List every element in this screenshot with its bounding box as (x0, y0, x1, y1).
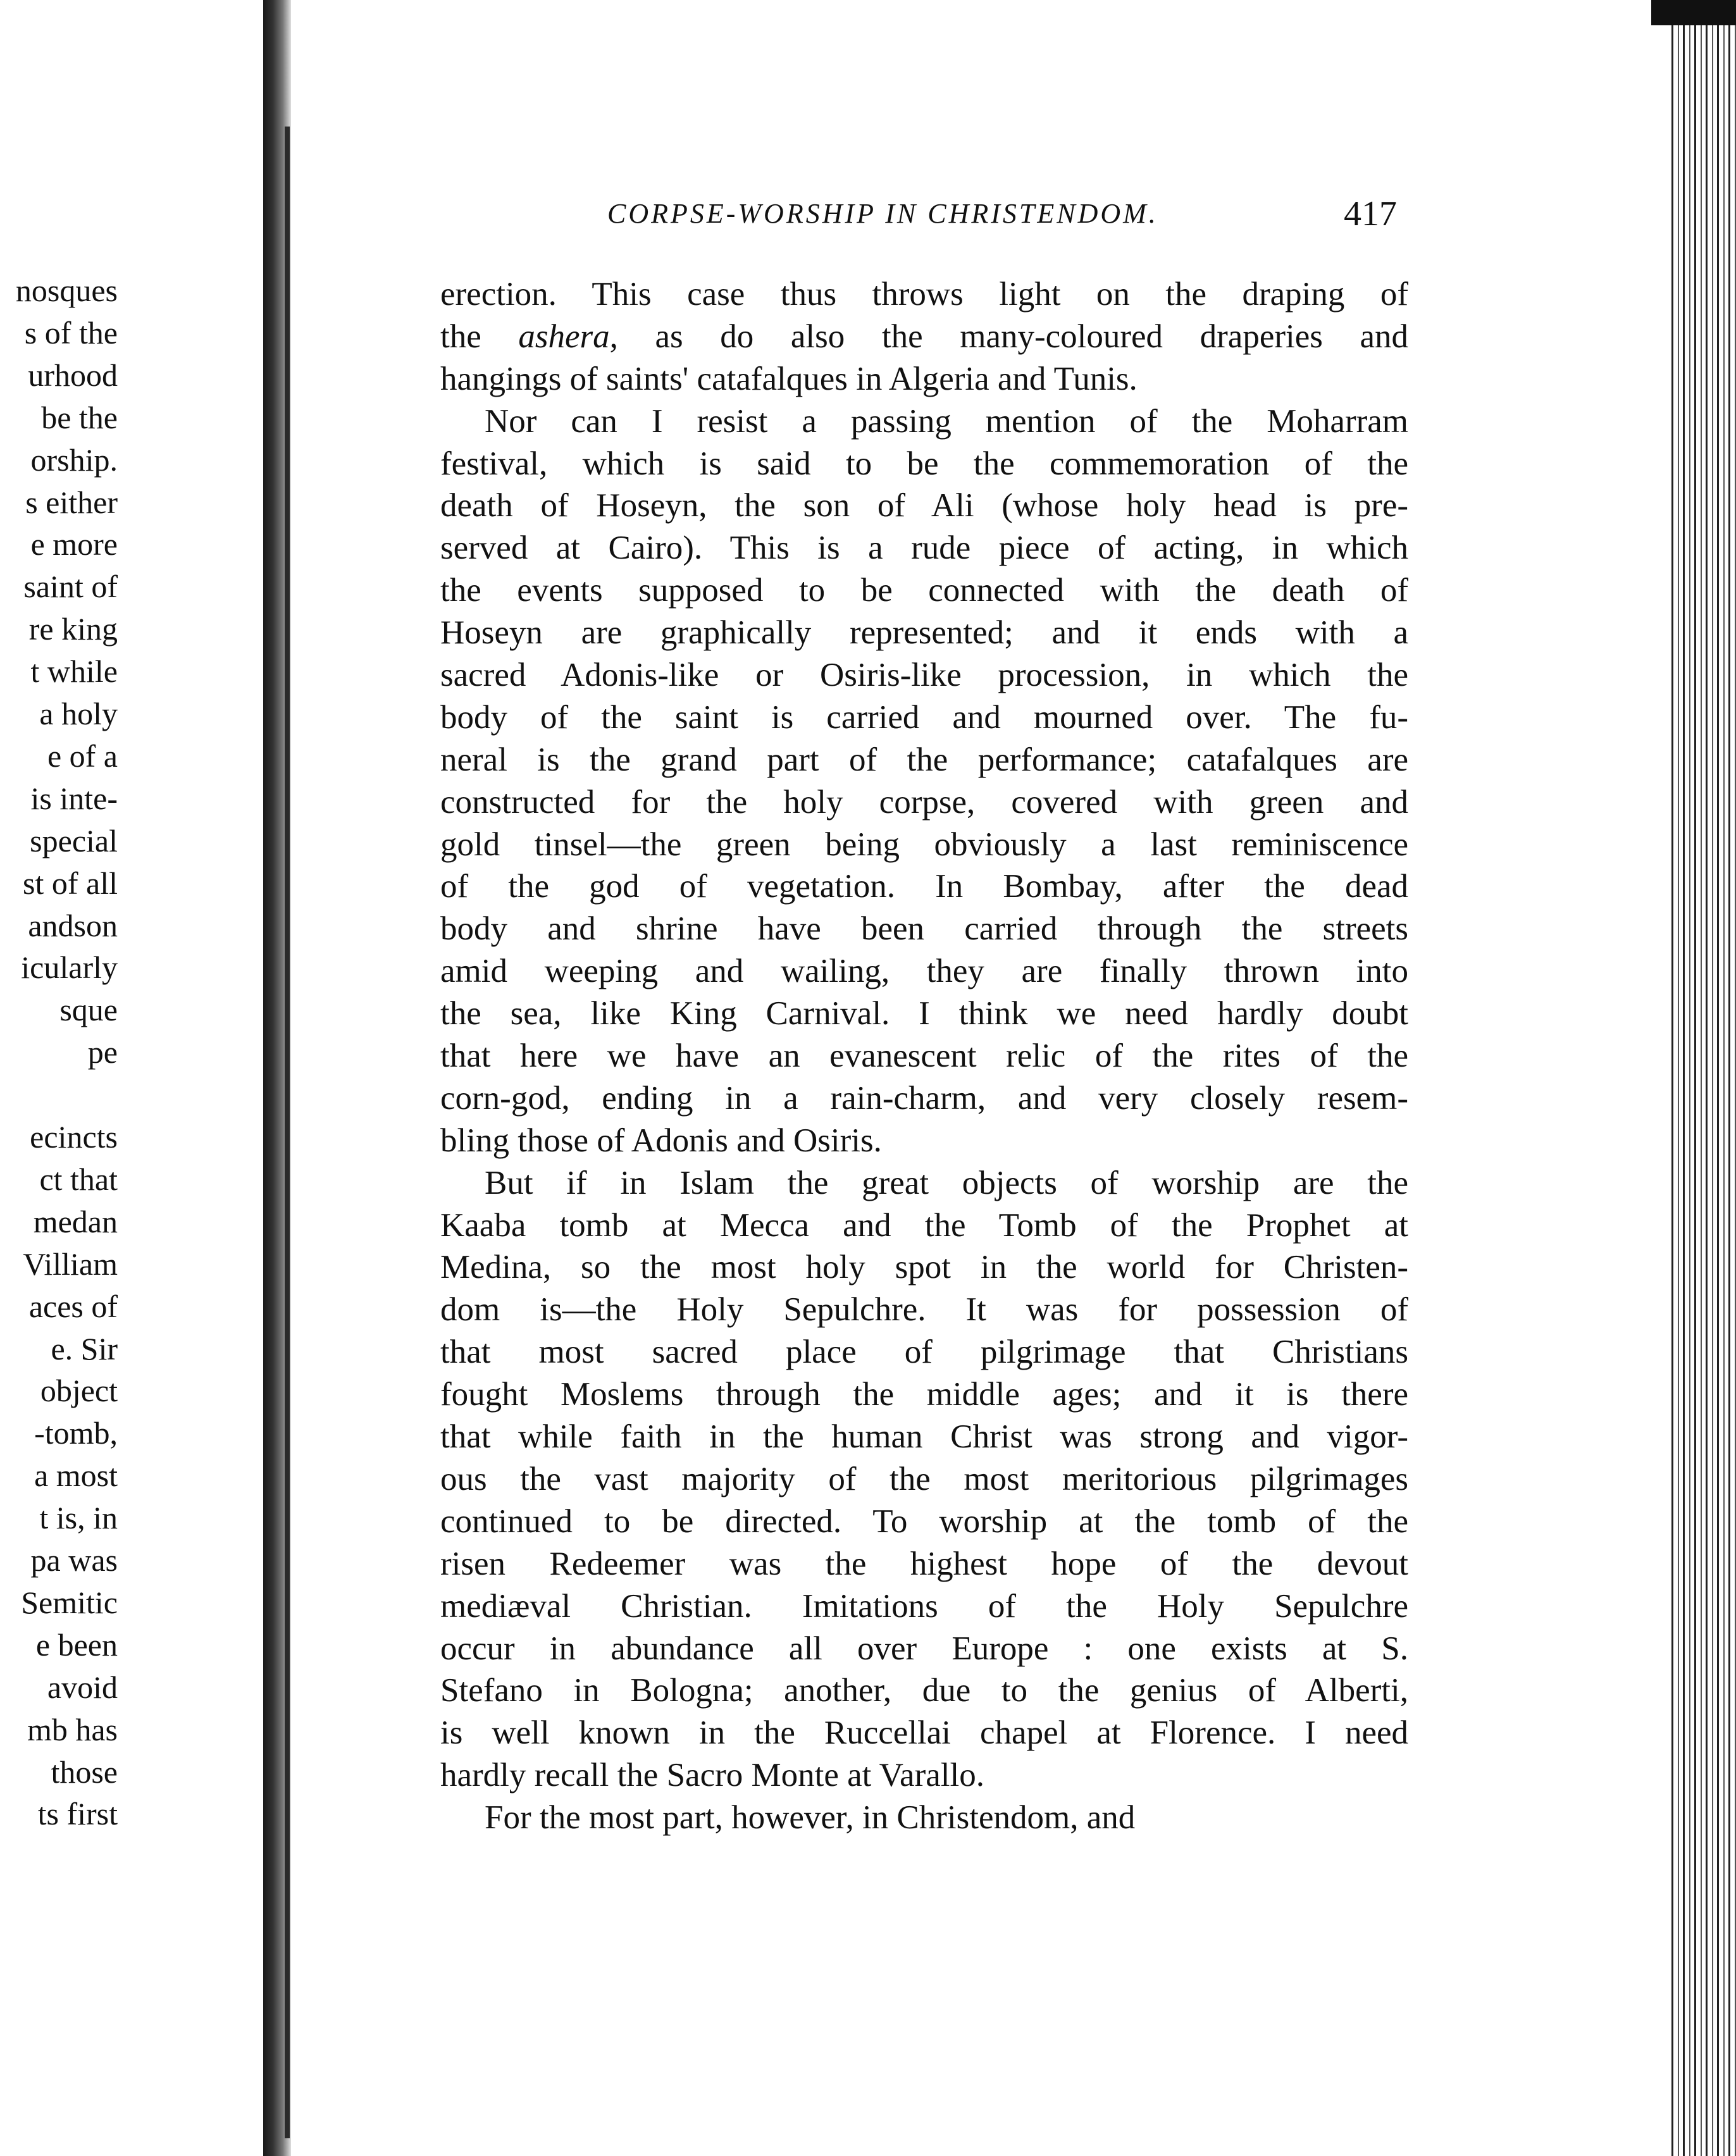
facing-page-line: Semitic (21, 1584, 118, 1620)
body-text (440, 273, 1408, 1839)
facing-page-line: e more (30, 526, 118, 562)
facing-page-line: t is, in (39, 1500, 118, 1536)
text-line: fought Moslems through the middle ages; and it is there (440, 1376, 1408, 1413)
facing-page-line: ts first (37, 1796, 118, 1832)
facing-page-line: sque (59, 992, 118, 1028)
text-line: constructed for the holy corpse, covered with green and (440, 783, 1408, 821)
text-line: ous the vast majority of the most meritorious pilgrimages (440, 1460, 1408, 1497)
facing-page-line: st of all (23, 865, 118, 901)
text-line: of the god of vegetation. In Bombay, after the dead (440, 868, 1408, 905)
facing-page-line: ct that (39, 1161, 118, 1197)
text-line: Nor can I resist a passing mention of the Moharram (485, 402, 1408, 440)
text-line: gold tinsel—the green being obviously a last reminiscence (440, 826, 1408, 863)
text-line: the events supposed to be connected with the death of (440, 572, 1408, 609)
gutter-line (285, 127, 290, 2138)
facing-page-line: e. Sir (51, 1330, 118, 1366)
facing-page-line: special (30, 822, 118, 858)
text-line: body of the saint is carried and mourned over. The fu- (440, 698, 1408, 736)
text-line: Medina, so the most holy spot in the world for Christen- (440, 1249, 1408, 1286)
facing-page-line: orship. (30, 442, 118, 478)
text-line: corn-god, ending in a rain-charm, and very closely resem- (440, 1079, 1408, 1117)
facing-page-line: e of a (47, 738, 118, 774)
text-line: sacred Adonis-like or Osiris-like procession, in which the (440, 657, 1408, 694)
text-line: For the most part, however, in Christendom, and (485, 1799, 1136, 1837)
italic-term: ashera (518, 318, 610, 355)
text-line: death of Hoseyn, the son of Ali (whose holy head is pre- (440, 487, 1408, 524)
facing-page-line: pe (87, 1034, 118, 1070)
text-line: occur in abundance all over Europe : one exists at S. (440, 1630, 1408, 1667)
facing-page-line: urhood (28, 357, 118, 393)
facing-page-line: avoid (47, 1669, 118, 1705)
text-line: neral is the grand part of the performance; catafalques are (440, 741, 1408, 778)
facing-page-left (0, 0, 266, 2156)
facing-page-line: s of the (24, 314, 118, 350)
text-line: But if in Islam the great objects of worship are the (485, 1164, 1408, 1201)
facing-page-line: pa was (30, 1542, 118, 1578)
facing-page-line: nosques (15, 273, 118, 308)
text-line: dom is—the Holy Sepulchre. It was for possession of (440, 1291, 1408, 1329)
facing-page-line: a most (34, 1458, 118, 1494)
page-number: 417 (1344, 194, 1397, 233)
text-line: that here we have an evanescent relic of the rites of the (440, 1038, 1408, 1075)
facing-page-line: mb has (27, 1711, 118, 1747)
facing-page-line: t while (30, 654, 118, 690)
facing-page-line: object (40, 1373, 118, 1409)
facing-page-line: icularly (21, 950, 118, 986)
text-line: served at Cairo). This is a rude piece of acting, in which (440, 530, 1408, 567)
facing-page-line: be the (41, 399, 118, 435)
facing-page-line: those (51, 1754, 118, 1790)
facing-page-line: e been (35, 1626, 118, 1663)
running-header (607, 197, 1411, 242)
running-head: CORPSE-WORSHIP IN CHRISTENDOM. (607, 198, 1158, 229)
facing-page-line: a holy (39, 696, 118, 731)
facing-page-line: aces of (28, 1288, 118, 1324)
text-line: amid weeping and wailing, they are finally thrown into (440, 953, 1408, 990)
text-line: that most sacred place of pilgrimage that Christians (440, 1334, 1408, 1371)
page-edge-shadow (1651, 0, 1736, 25)
text-line: bling those of Adonis and Osiris. (440, 1122, 882, 1159)
text-line: the ashera, as do also the many-coloured draperies and (440, 318, 1408, 355)
text-line: continued to be directed. To worship at the tomb of the (440, 1502, 1408, 1540)
facing-page-line: re king (28, 611, 118, 647)
facing-page-line: ecincts (30, 1119, 118, 1155)
facing-page-line: saint of (23, 569, 118, 605)
facing-page-line: medan (33, 1203, 118, 1239)
page-edge (1668, 0, 1736, 2156)
text-line: festival, which is said to be the commemoration of the (440, 445, 1408, 482)
text-line: body and shrine have been carried through the streets (440, 910, 1408, 948)
text-line: mediæval Christian. Imitations of the Holy Sepulchre (440, 1587, 1408, 1625)
text-line: the sea, like King Carnival. I think we need hardly doubt (440, 995, 1408, 1032)
facing-page-line: -tomb, (34, 1415, 118, 1451)
text-line: erection. This case thus throws light on the draping of (440, 276, 1408, 313)
text-line: hardly recall the Sacro Monte at Varallo. (440, 1757, 984, 1794)
facing-page-line: Villiam (23, 1246, 118, 1282)
facing-page-line: andson (28, 907, 118, 943)
text-line: that while faith in the human Christ was strong and vigor- (440, 1418, 1408, 1456)
facing-page-line: s either (25, 484, 118, 520)
text-line: risen Redeemer was the highest hope of the devout (440, 1545, 1408, 1582)
text-line: is well known in the Ruccellai chapel at Florence. I need (440, 1714, 1408, 1752)
text-line: Kaaba tomb at Mecca and the Tomb of the Prophet at (440, 1206, 1408, 1244)
text-line: Hoseyn are graphically represented; and it ends with a (440, 614, 1408, 652)
text-line: Stefano in Bologna; another, due to the genius of Alberti, (440, 1672, 1408, 1709)
text-line: hangings of saints' catafalques in Algeria and Tunis. (440, 360, 1138, 397)
facing-page-line: is inte- (30, 780, 118, 816)
